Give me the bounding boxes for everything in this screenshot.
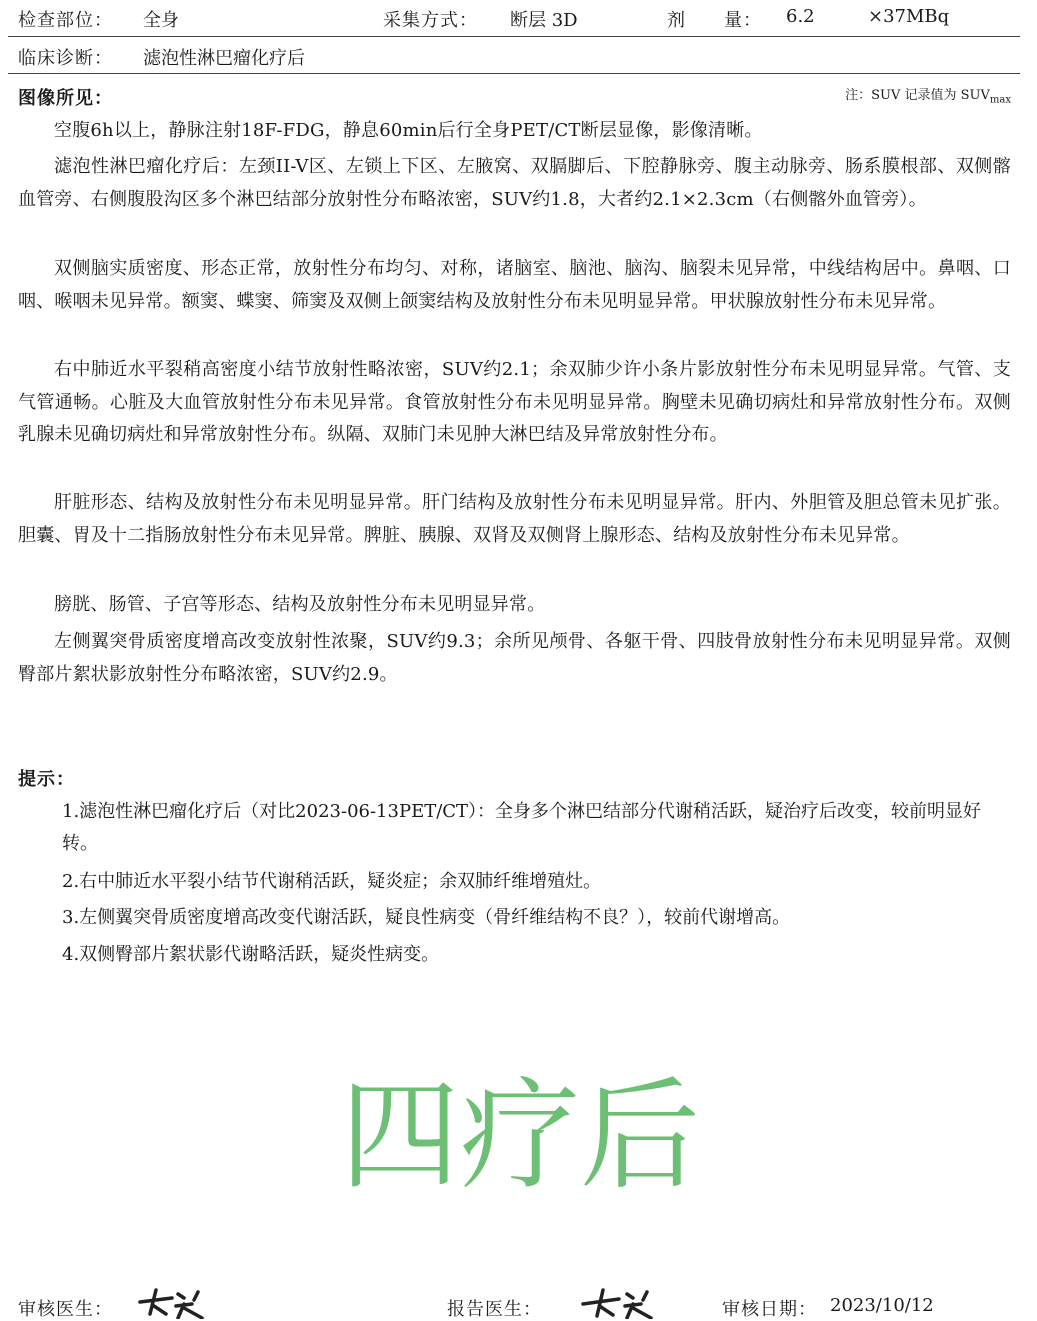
dose-value: 6.2 xyxy=(786,6,815,27)
impression-title: 提示： xyxy=(18,769,75,790)
findings-paragraph-7: 左侧翼突骨质密度增高改变放射性浓聚，SUV约9.3；余所见颅骨、各躯干骨、四肢骨放射性分布未见明显异常。双侧臀部片絮状影放射性分布略浓密，SUV约2.9。 xyxy=(18,631,1011,685)
exam-site-value: 全身 xyxy=(143,10,179,31)
impression-item-4: 4.双侧臀部片絮状影代谢略活跃，疑炎性病变。 xyxy=(62,944,440,965)
dose-unit: ×37MBq xyxy=(868,6,950,27)
suv-note: 注：SUV 记录值为 $SUV_{max}$ xyxy=(845,88,1011,106)
treatment-stage-stamp: 四疗后 xyxy=(340,1067,700,1206)
exam-site-label: 检查部位： xyxy=(18,10,113,31)
diagnosis-label: 临床诊断： xyxy=(18,48,113,69)
review-date-value: 2023/10/12 xyxy=(830,1295,934,1316)
dose-label: 剂 量： xyxy=(667,10,762,31)
impression-item-2: 2.右中肺近水平裂小结节代谢稍活跃，疑炎症；余双肺纤维增殖灶。 xyxy=(62,871,602,892)
findings-paragraph-2: 滤泡性淋巴瘤化疗后：左颈II-V区、左锁上下区、左腋窝、双膈脚后、下腔静脉旁、腹主动脉旁、肠系膜根部、双侧髂血管旁、右侧腹股沟区多个淋巴结部分放射性分布略浓密，SUV约1.8，大者约2.1×2.3cm（右侧髂外血管旁）。 xyxy=(18,156,1011,210)
impression-item-1: 1.滤泡性淋巴瘤化疗后（对比2023-06-13PET/CT）：全身多个淋巴结部分代谢稍活跃，疑治疗后改变，较前明显好转。 xyxy=(62,801,982,854)
header-divider-1 xyxy=(8,36,1020,37)
reviewer-signature xyxy=(132,1284,222,1319)
reviewer-label: 审核医生： xyxy=(18,1299,113,1320)
review-date-label: 审核日期： xyxy=(722,1299,817,1320)
acquisition-label: 采集方式： xyxy=(383,10,478,31)
findings-paragraph-5: 肝脏形态、结构及放射性分布未见明显异常。肝门结构及放射性分布未见明显异常。肝内、外胆管及胆总管未见扩张。胆囊、胃及十二指肠放射性分布未见异常。脾脏、胰腺、双肾及双侧肾上腺形态、结构及放射性分布未见异常。 xyxy=(18,492,1011,546)
findings-paragraph-3: 双侧脑实质密度、形态正常，放射性分布均匀、对称，诸脑室、脑池、脑沟、脑裂未见异常，中线结构居中。鼻咽、口咽、喉咽未见异常。额窦、蝶窦、筛窦及双侧上颌窦结构及放射性分布未见明显异常。甲状腺放射性分布未见异常。 xyxy=(18,258,1011,312)
findings-paragraph-6: 膀胱、肠管、子宫等形态、结构及放射性分布未见明显异常。 xyxy=(54,594,546,615)
diagnosis-value: 滤泡性淋巴瘤化疗后 xyxy=(143,48,305,69)
reporter-label: 报告医生： xyxy=(447,1299,542,1320)
findings-title: 图像所见： xyxy=(18,88,113,109)
impression-item-3: 3.左侧翼突骨质密度增高改变代谢活跃，疑良性病变（骨纤维结构不良？），较前代谢增高。 xyxy=(62,907,791,928)
findings-paragraph-4: 右中肺近水平裂稍高密度小结节放射性略浓密，SUV约2.1；余双肺少许小条片影放射性分布未见明显异常。气管、支气管通畅。心脏及大血管放射性分布未见异常。食管放射性分布未见明显异常。胸壁未见确切病灶和异常放射性分布。双侧乳腺未见确切病灶和异常放射性分布。纵隔、双肺门未见肿大淋巴结及异常放射性分布。 xyxy=(18,359,1011,445)
acquisition-value: 断层 3D xyxy=(510,10,578,31)
header-divider-2 xyxy=(8,73,1020,74)
reporter-signature xyxy=(577,1284,672,1319)
findings-paragraph-1: 空腹6h以上，静脉注射18F-FDG，静息60min后行全身PET/CT断层显像，影像清晰。 xyxy=(54,120,763,141)
